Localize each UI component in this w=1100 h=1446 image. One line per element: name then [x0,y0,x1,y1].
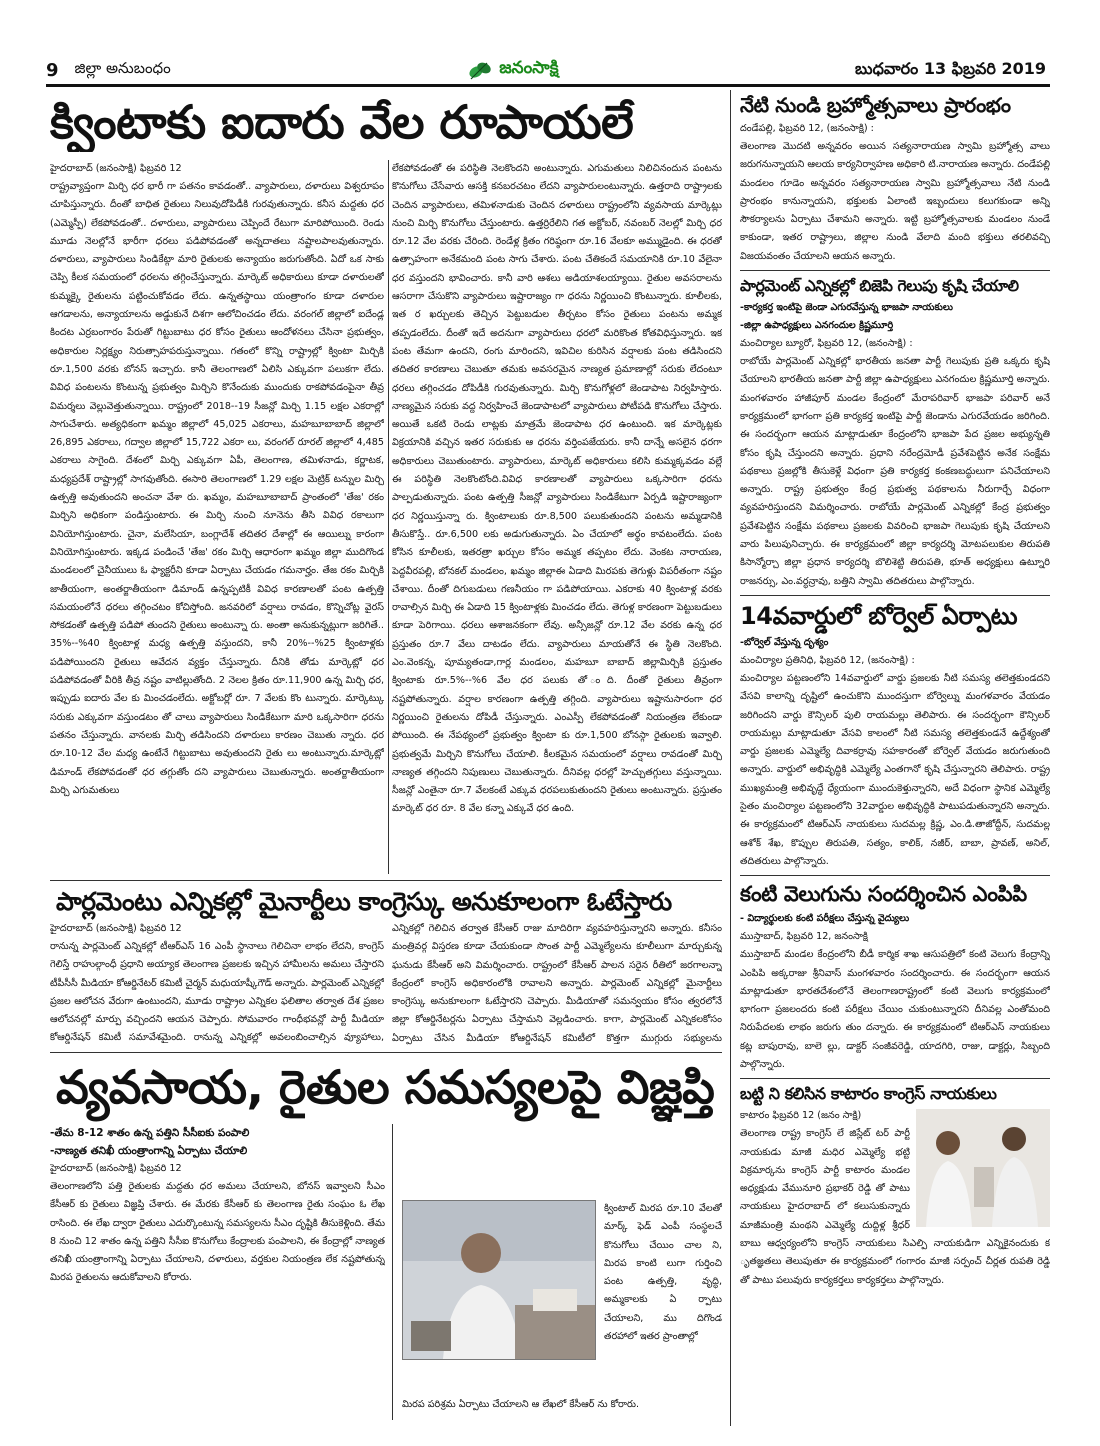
story7-body: ముస్తాబాద్ మండల కేంద్రంలోని బీడీ కార్మిక శాఖ ఆసుపత్రిలో కంటి వెలుగు కేంద్రాన్ని ఎంపిపి అక్కరాజు శ్రీనివాస్ మంగళవారం సందర్శించారు. ఈ సందర్భంగా ఆయన మాట్లాడుతూ భారతదేశంలోనే తెలంగాణరాష్ట్రంలో కంటి వెలుగు కార్యక్రమంలో భాగంగా ప్రజలందరు కంటి పరీక్షలు చేయిం చుకుంటున్నారని దీనివల్ల ఎంతోమంది నిరుపేదలకు లాభం జరుగు తుం దన్నారు. ఈ కార్యక్రమంలో టిఆర్ఎస్ నాయకులు కట్ల బాపురావు, బాలె ల్లు, డాక్టర్ సంజీవరెడ్డి, యాదగిరి, రాజు, డాక్టర్లు, సిబ్బంది పాల్గొన్నారు. [740,949,1050,1070]
right-column-divider [730,90,731,1426]
story4-body: తెలంగాణ మొదటి అన్నవరం అయిన సత్యనారాయణ స్వామి బ్రహ్మోత్స వాలు జరుగనున్నాయని ఆలయ కార్యనిర్వాహణ అధికారి టి.నారాయణ అన్నారు. దండేపల్లి మండలం గూడెం అన్నవరం సత్యనారాయణ స్వామి బ్రహ్మోత్సవాలు నేటి నుండి ప్రారంభం కానున్నాయని, భక్తులకు ఏలాంటి ఇబ్బందులు కలుగకుండా అన్ని సౌకర్యాలను ఏర్పాటు చేశామని అన్నారు. ఇట్టి బ్రహ్మోత్సవాలకు మండలం నుండే కాకుండా, ఇతర రాష్ట్రాలు, జిల్లాల నుండి వేలాది మంది భక్తులు తరలివచ్చి విజయవంతం చేయాలని ఆయన అన్నారు. [740,141,1050,262]
story1-body-1: రాష్ట్రవ్యాప్తంగా మిర్చి ధర భారీ గా పతనం కావడంతో.. వ్యాపారులు, దళారులు విశ్వరూపం చూపిస్తున్నారు. దీంతో బాధిత రైతులు నిలువుదోపిడీకి గురవుతున్నారు. కనీస మద్దతు ధర (ఎమ్మెస్పీ) లేకపోవడంతో.. దళారులు, వ్యాపారులు చెప్పిందే రేటుగా మారిపోయింది. రెండు మూడు నెలల్లోనే భారీగా ధరలు పడిపోవడంతో అన్నదాతలు నష్టాలపాలవుతున్నారు. దళారులు, వ్యాపారులు సిండికేట్గా మారి రైతులకు అన్యాయం జరుగుతోంది. ఏదో ఒక సాకు చెప్పి కీలక సమయంలో ధరలను తగ్గించేస్తున్నారు. మార్కెట్ అధికారులు కూడా దళారులతో కుమ్మక్కై రైతులను పట్టించుకోవడం లేదు. ఉన్నతస్థాయి యంత్రాంగం కూడా దళారుల ఆగడాలను, అన్యాయాలను అడ్డుకునే దిశగా ఆలోచించడం లేదు. వరంగల్ జిల్లాలో ఐదేండ్ల కిందట ఎర్రబంగారం పేరుతో గిట్టుబాటు ధర కోసం రైతులు ఆందోళనలు చేసినా ప్రభుత్వం, అధికారుల నిర్లక్ష్యం నిరుత్సాహపరుస్తున్నాయి. గతంలో కొన్ని రాష్ట్రాల్లో క్వింటా మిర్చికి రూ.1,500 వరకు బోనస్ ఇచ్చారు. కానీ తెలంగాణలో ఏలిసి ఎక్కువగా పలుకగా లేదు. వివిధ పంటలను కొంటున్న ప్రభుత్వం మిర్చిని కొనేందుకు ముందుకు రాకపోవడంపైనా తీవ్ర విమర్శలు వెల్లువెత్తుతున్నాయి. రాష్ట్రంలో 2018--19 సీజన్లో మిర్చి 1.15 లక్షల ఎకరాల్లో సాగుచేశారు. అత్యధికంగా ఖమ్మం జిల్లాలో 45,025 ఎకరాలు, మహబూబాబాద్ జిల్లాలో 26,895 ఎకరాలు, గద్వాల జిల్లాలో 15,722 ఎకరా లు, వరంగల్ రూరల్ జిల్లాలో 4,485 ఎకరాలు సాగైంది. దేశంలో మిర్చి ఎక్కువగా ఏపీ, తెలంగాణ, తమిళనాడు, కర్ణాటక, మధ్యప్రదేశ్ రాష్ట్రాల్లో సాగవుతోంది. ఈసారి తెలంగాణలో 1.29 లక్షల మెట్రిక్ టన్నుల మిర్చి ఉత్పత్తి అవుతుందని అంచనా వేశా రు. ఖమ్మం, మహబూబాబాద్ ప్రాంతంలో 'తేజ' రకం మిర్చిని అధికంగా పండిస్తుంటారు. ఈ మిర్చి నుంచి నూనెను తీసి వివిధ రకాలుగా వినియోగిస్తుంటారు. చైనా, మలేసియా, బంగ్లాదేశ్ తదితర దేశాల్లో ఈ ఆయిల్ను కారంగా వినియోగిస్తుంటారు. ఇక్కడ పండించే 'తేజ' రకం మిర్చి ఆధారంగా ఖమ్మం జిల్లా ముదిగొండ మండలంలో చైనీయులు ఓ ఫ్యాక్టరీని కూడా ఏర్పాటు చేయడం గమనార్హం. తేజ రకం మిర్చికి జాతీయంగా, అంతర్జాతీయంగా డిమాండ్ ఉన్నప్పటికీ వివిధ కారణాలతో పంట ఉత్పత్తి సమయంలోనే ధరలు తగ్గించటం కోచిస్తోంది. జనవరిలో వర్షాలు రావడం, కొన్నిచోట్ల వైరస్ సోకడంతో ఉత్పత్తి పడిపో తుందని రైతులు అంటున్నా రు. అంతా అనుకున్నట్లుగా జరిగితే.. 35%--%40 క్వింటాళ్ల మధ్య ఉత్పత్తి వస్తుందని, కానీ 20%--%25 క్వింటాళ్లకు పడిపోయిందని రైతులు ఆవేదన వ్యక్తం చేస్తున్నారు. దీనికి తోడు మార్కెట్లో ధర పడిపోవడంతో వీరికి తీవ్ర నష్టం వాటిల్లుతోంది. 2 నెలల క్రితం రూ.11,900 ఉన్న మిర్చి ధర, ఇప్పుడు ఐదారు వేల కు మించడంలేదు. అక్టోబర్లో రూ. 7 వేలకు కొం టున్నారు. మార్కెట్కు సరుకు ఎక్కువగా వస్తుండటం తో చాలు వ్యాపారులు సిండికేటుగా మారి ఒక్కసారిగా ధరను పతనం చేస్తున్నారు. వానలకు మిర్చి తడిసిందని దళారులు కారణం చెబుతు న్నారు. ధర రూ.10-12 వేల మధ్య ఉంటేనే గిట్టుబాటు అవుతుందని రైతు లు అంటున్నారు.మార్కెట్లో డిమాండ్ లేకపోవడంతో ధర తగ్గుతోం దని వ్యాపారులు చెబుతున్నారు. అంతర్జాతీయంగా మిర్చి ఎగుమతులు [50,181,384,796]
story5-headline: పార్లమెంట్ ఎన్నికల్లో బిజెపి గెలుపు కృషి చేయాలి [740,277,1019,296]
story1-dateline: హైదరాబాద్ (జనంసాక్షి) ఫిబ్రవరి 12 [50,163,182,174]
story3-body-1: తెలంగాణలోని పత్తి రైతులకు మద్దతు ధర అమలు చేయాలని, బోనస్ ఇవ్వాలని సీఎం కేసీఆర్ కు రైతులు విజ్ఞప్తి చేశారు. ఈ మేరకు కేసీఆర్ కు తెలంగాణ రైతు సంఘం ఓ లేఖ రాసింది. ఈ లేఖ ద్వారా రైతులు ఎదుర్కొంటున్న సమస్యలను సీఎం దృష్టికి తీసుకెళ్లింది. తేమ 8 నుంచి 12 శాతం ఉన్న పత్తిని సీసీఐ కొనుగోలు కేంద్రాలకు పంపాలని, ఈ కేంద్రాల్లో నాణ్యత తనిఖీ యంత్రాంగాన్ని ఏర్పాటు చేయాలని, దళారులు, వర్తకుల నియంత్రణ లేక నష్టపోతున్న మిరప రైతులను ఆదుకోవాలని కోరారు. [50,1181,385,1284]
right-column [740,90,1050,1426]
story7-subhead-1: - విద్యార్థులకు కంటి పరీక్షలు చేస్తున్న వైద్యులు [740,913,910,925]
story5 [740,270,1050,591]
story3-headline: వ్యవసాయ, రైతుల సమస్యలపై విజ్ఞప్తి [56,1060,715,1114]
newspaper-logo [467,58,558,82]
masthead-left [46,59,171,81]
column-divider [388,160,389,874]
page-number: 9 [46,59,59,81]
story5-body: రాబోయే పార్లమెంట్ ఎన్నికల్లో భారతీయ జనతా పార్టీ గెలుపుకు ప్రతి ఒక్కరు కృషి చేయాలని భారతీయ జనతా పార్టీ జిల్లా ఉపాధ్యక్షులు ఎనగందుల క్రిష్ణమూర్తి అన్నారు. మంగళవారం హాజీపూర్ మండల కేంద్రంలో మేరాపరివార్ భాజపా పరివార్ అనే కార్యక్రమంలో భాగంగా ప్రతి కార్యకర్త ఇంటిపై పార్టీ జెండాను ఎగురవేయడం జరిగింది. ఈ సందర్భంగా ఆయన మాట్లాడుతూ కేంద్రంలోని భాజపా పేద ప్రజల అభ్యున్నతి కోసం కృషి చేస్తుందని అన్నారు. ప్రధాని నరేంద్రమోడీ ప్రవేశపెట్టిన అనేక సంక్షేమ పథకాలు ప్రజల్లోకి తీసుకెళ్లే విధంగా ప్రతి కార్యకర్త కంకణబద్ధులుగా పనిచేయాలని అన్నారు. రాష్ట్ర ప్రభుత్వం కేంద్ర ప్రభుత్వ పథకాలను నీరుగార్చే విధంగా వ్యవహరిస్తుందని విమర్శించారు. రాబోయే పార్లమెంట్ ఎన్నికల్లో కేంద్ర ప్రభుత్వం ప్రవేశపెట్టిన సంక్షేమ పథకాలు ప్రజలకు వివరించి భాజపా గెలుపుకు కృషి చేయాలని వారు పిలుపునిచ్చారు. ఈ కార్యక్రమంలో జిల్లా కార్యదర్శి మోటపలుకుల తిరుపతి కిసాన్మోర్చా జిల్లా ప్రధాన కార్యదర్శి బొలిశెట్టి తిరుపతి, భూత్ అధ్యక్షులు ఉట్నూరి రాజనర్సు, ఎం.వర్ధన్రావు, బత్తిని స్వామి తదితరులు పాల్గొన్నారు. [740,356,1050,587]
masthead-rule [46,84,1050,87]
story6-headline: 14వవార్డులో బోర్వెల్ ఏర్పాటు [740,601,1018,630]
story6-subhead-1: -బోర్వెల్ వేస్తున్న దృశ్యం [740,636,829,648]
story8-body: తెలంగాణ రాష్ట్ర కాంగ్రెస్ లే జిస్లేట్ టర్ పార్టీ నాయకుడు మాజీ మధిర ఎమ్మెల్యే భట్టి విక్రమార్కను కాంగ్రెస్ పార్టీ కాటారం మండల అధ్యక్షుడు వేమునూరి ప్రభాకర్ రెడ్డి తో పాటు నాయకులు హైదరాబాద్ లో కలుసుకున్నారు మాజీమంత్రి మంథని ఎమ్మెల్యే దుద్దిళ్ల శ్రీధర్ బాబు ఆధ్వర్యంలోని కాంగ్రెస్ నాయకులు సిఎల్పి నాయకుడిగా ఎన్నికైనందుకు క ృతజ్ఞతలు తెలుపుతూ ఈ కార్యక్రమంలో గంగారం మాజీ సర్పంచ్ చీర్లత రుపతి రెడ్డి తో పాటు పలువురు కార్యకర్తలు కార్యకర్తలు పాల్గొన్నారు. [740,1128,1050,1286]
story1-column-1 [50,160,384,878]
column-divider [392,1124,393,1420]
story3-column-3 [402,1396,722,1420]
story3-subhead-2: -నాణ్యత తనిఖీ యంత్రాంగాన్ని ఏర్పాటు చేయాలి [50,1145,248,1157]
story3-column-1 [50,1124,385,1386]
story1-headline: క్వింటాకు ఐదారు వేల రూపాయలే [50,95,634,149]
story8 [740,1078,1050,1290]
story2-body-1: రానున్న పార్లమెంట్ ఎన్నికల్లో టీఆర్ఎస్ 16 ఎంపీ స్థానాలు గెలిచినా లాభం లేదని, కాంగ్రెస్ గెలిస్తే రాహుల్గాంధీ ప్రధాని అయ్యాక తెలంగాణ ప్రజలకు ఇచ్చిన హామీలను అమలు చేస్తారని టీపీసీసీ మీడియా కోఆర్డినేటర్ కమిటీ చైర్మన్ మధుయాష్కీగౌడ్ అన్నారు. పార్లమెంట్ ఎన్నికల్లో ప్రజల ఆలోచన వేరుగా ఉంటుందని, మూడు రాష్ట్రాల ఎన్నికల ఫలితాల తర్వాత దేశ ప్రజల ఆలోచనల్లో మార్పు వచ్చిందని ఆయన చెప్పారు. సోమవారం గాంధీభవన్లో పార్టీ మీడియా కోఆర్డినేషన్ కమిటీ సమావేశమైంది. రానున్న ఎన్నికల్లో అవలంబించాల్సిన వ్యూహాలు, [50,941,384,1044]
story5-dateline: మంచిర్యాల బ్యూరో, ఫిబ్రవరి 12, (జనంసాక్షి) : [740,338,913,350]
story4 [740,90,1050,266]
story7-headline: కంటి వెలుగును సందర్శించిన ఎంపిపి [740,882,1027,907]
story3-dateline: హైదరాబాద్ (జనంసాక్షి) ఫిబ్రవరి 12 [50,1163,182,1174]
story2-dateline: హైదరాబాద్ (జనంసాక్షి) ఫిబ్రవరి 12 [50,923,182,934]
story2-column-2 [392,920,722,1050]
story5-subhead-2: -జిల్లా ఉపాధ్యక్షులు ఎనగందుల క్రిష్ణమూర్తి [740,320,894,332]
story5-subhead-1: -కార్యకర్త ఇంటిపై జెండా ఎగురవేస్తున్న భాజపా నాయకులు [740,302,953,314]
story1-column-2 [392,160,722,878]
story2-column-1 [50,920,384,1050]
story6 [740,595,1050,871]
story2-body-2: ఎన్నికల్లో గెలిచిన తర్వాత కేసీఆర్ రాజు మాదిరిగా వ్యవహరిస్తున్నారని అన్నారు. కనీసం మంత్రివర్గ విస్తరణ కూడా చేయకుండా సొంత పార్టీ ఎమ్మెల్యేలను కూలీలుగా మార్చుకున్న ఘనుడు కేసీఆర్ అని విమర్శించారు. రాష్ట్రంలో కేసీఆర్ పాలన సరైన రీతిలో జరగాలన్నా కేంద్రంలో కాంగ్రెస్ అధికారంలోకి రావాలని అన్నారు. పార్లమెంట్ ఎన్నికల్లో మైనార్టీలు కాంగ్రెస్కు అనుకూలంగా ఓటేస్తారని చెప్పారు. మీడియాతో సమన్వయం కోసం త్వరలోనే జిల్లా కోఆర్డినేటర్లను ఏర్పాటు చేస్తామని వెల్లడించారు. కాగా, పార్లమెంట్ ఎన్నికలకోసం ఏర్పాటు చేసిన మీడియా కోఆర్డినేషన్ కమిటీలో కొత్తగా ముగ్గురు సభ్యులను [392,923,722,1044]
story6-body: మంచిర్యాల పట్టణంలోని 14వవార్డులో వార్డు ప్రజలకు నీటి సమస్య తలెత్తకుండదని వేసవి కాలాన్ని దృష్టిలో ఉంచుకొని ముందస్తుగా బోర్వెల్ను మంగళవారం వేయడం జరిగిందని వార్డు కౌన్సిలర్ పులి రాయమల్లు తెలిపారు. ఈ సందర్భంగా కౌన్సిలర్ రాయమల్లు మాట్లాడుతూ వేసవి కాలంలో నీటి సమస్య తలెత్తకుండనే ఉద్దేశ్యంతో వార్డు ప్రజలకు ఎమ్మెల్యే దివాకర్రావు సహకారంతో బోర్వెల్ వేయడం జరుగుతుంది అన్నారు. వార్డులో అభివృద్ధికి ఎమ్మెల్యే ఎంతగానో కృషి చేస్తున్నారని తెలిపారు. రాష్ట్ర ముఖ్యమంత్రి అభివృద్ధే ధ్యేయంగా ముందుకెళ్తున్నారని, అదే విధంగా స్థానిక ఎమ్మెల్యే సైతం మంచిర్యాల పట్టణంలోని 32వార్డుల అభివృద్ధికి పాటుపడుతున్నారని అన్నారు. ఈ కార్యక్రమంలో టిఆర్ఎస్ నాయకులు సుదమల్ల క్రిష్ణ, ఎం.డి.తాజోద్దీన్, సుదమల్ల ఆశోక్ శేఖ, కొప్పుల తిరుపతి, సత్యం, కాలిక్, నజీర్, బాబా, ప్రావణ్, అనిల్, తదితరులు పాల్గొన్నారు. [740,672,1050,867]
story3-column-2 [604,1200,722,1390]
story7 [740,875,1050,1074]
story6-dateline: మంచిర్యాల ప్రతినిధి, ఫిబ్రవరి 12, (జనంసాక్షి) : [740,654,915,666]
group-photo-icon [916,1109,1050,1227]
story2-headline: పార్లమెంటు ఎన్నికల్లో మైనార్టీలు కాంగ్రెస్కు అనుకూలంగా ఓటేస్తారు [56,887,672,916]
issue-date: బుధవారం 13 ఫిబ్రవరి 2019 [855,58,1046,78]
story8-headline: బట్టి ని కలిసిన కాటారం కాంగ్రెస్ నాయకులు [740,1084,997,1104]
story-divider [50,880,722,881]
logo-text: జనంసాక్షి [499,58,559,78]
story8-dateline: కాటారం ఫిబ్రవరి 12 (జనం సాక్షి) [740,1110,862,1122]
story3-subhead-1: -తేమ 8-12 శాతం ఉన్న పత్తిని సీసీఐకు పంపాలి [50,1127,250,1139]
section-name: జిల్లా అనుబంధం [74,59,171,77]
masthead [46,56,1046,84]
story1-body-2: లేకపోవడంతో ఈ పరిస్థితి నెలకొందని అంటున్నారు. ఎగుమతులు నిలిచినందున పంటను కొనుగోలు చేసేవారు ఆసక్తి కనబరచటం లేదని వ్యాపారులంటున్నారు. ఉత్తరాది రాష్ట్రాలకు చెందిన వ్యాపారులు, తమిళనాడుకు చెందిన దళారులు రాష్ట్రంలోని వ్యవసాయ మార్కెట్లు నుంచి మిర్చి కొనుగోలు చేస్తుంటారు. ఉత్తర్రిరేలిని గత అక్టోబర్, నవంబర్ నెలల్లో మిర్చి ధర రూ.12 వేల వరకు చేరింది. రెండేళ్ల క్రితం గరిష్ఠంగా రూ.16 వేలకూ అమ్ముడైంది. ఈ ధరతో ఉత్సాహంగా అనేకమంది పంట సాగు చేశారు. పంట చేతికందే సమయానికి రూ.10 వేలైనా ధర వస్తుందని భావించారు. కానీ వారి ఆశలు అడియాశలయ్యాయి. రైతుల అవసరాలను ఆసరాగా చేసుకొని వ్యాపారులు ఇష్టారాజ్యం గా ధరను నిర్ణయించి కొంటున్నారు. కూలీలకు, ఇత ర ఖర్చులకు తెచ్చిన పెట్టుబడుల తీర్చటం కోసం రైతులు పంటను అమ్మక తప్పడంలేదు. దీంతో ఇదే అదనుగా వ్యాపారులు ధరలో మరికొంత కోతవిధిస్తున్నారు. ఇక పంట తేమగా ఉందని, రంగు మారిందని, ఇవిచిల కురిసిన వర్షాలకు పంట తడిసిందని తదితర కారణాలు చెబుతూ తమకు అవసరమైన నాణ్యత ప్రమాణాల్లో సరుకు లేదంటూ ధరలు తగ్గించడం దోపిడీకి గురవుతున్నారు. మిర్చి కొనుగోళ్లలో జెండాపాట నిర్వహిస్తారు. నాణ్యమైన సరుకు వద్ద నిర్వహించే జెండాపాటలో వ్యాపారులు పోటీపడి కొనుగోలు చేస్తారు. అయితే ఒకటి రెండు లాట్లకు మాత్రమే జెండాపాట ధర ఉంటుంది. ఇక మార్కెట్లకు విక్రయానికి వచ్చిన ఇతర సరుకుకు ఆ ధరను వర్తింపజేయరు. కానీ దాన్నే అసలైన ధరగా అధికారులు చెబుతుంటారు. వ్యాపారులు, మార్కెట్ అధికారులు కలిసి కుమ్మక్కవడం వల్లే ఈ పరిస్థితి నెలకొంటోంది.వివిధ కారణాలతో వ్యాపారులు ఒక్కసారిగా ధరను పాల్పడుతున్నారు. పంట ఉత్పత్తి సీజన్లో వ్యాపారులు సిండికేటుగా ఏర్పడి ఇష్టారాజ్యంగా ధర నిర్ణయిస్తున్నా రు. క్వింటాలుకు రూ.8,500 పలుకుతుందని పంటను అమ్మడానికి తీసుకొస్తే.. రూ.6,500 లకు అడుగుతున్నారు. ఏం చేయాలో అర్థం కావటంలేదు. పంట కోసిన కూలీలకు, ఇతరత్రా ఖర్చుల కోసం అమ్మక తప్పటం లేదు. వెంకట నారాయణ, పెద్దవీరపల్లి, బోనకల్ మండలం, ఖమ్మం జిల్లాఈ ఏడాది మిరపకు తెగుళ్లు విపరీతంగా నష్టం చేశాయి. దీంతో దిగుబడులు గణనీయం గా పడిపోయాయి. ఎకరాకు 40 క్వింటాళ్ల వరకు రావాల్సిన మిర్చి ఈ ఏడాది 15 క్వింటాళ్లకు మించడం లేదు. తెగుళ్ల కారణంగా పెట్టుబడులు కూడా పెరిగాయి. ధరలు ఆశాజనకంగా లేవు. అన్సీజన్లో రూ.12 వేల వరకు ఉన్న ధర ప్రస్తుతం రూ.7 వేలు దాటడం లేదు. వ్యాపారులు మాయతోనే ఈ స్థితి నెలకొంది. ఎం.వెంకన్న, పూమ్యతండా,గార్ల మండలం, మహబూ బాబాద్ జిల్లామిర్చికి ప్రస్తుతం క్వింటాకు రూ.5%--%6 వేల ధర పలుకు తో ంది. దీంతో రైతులు తీవ్రంగా నష్టపోతున్నారు. వర్షాల కారణంగా ఉత్పత్తి తగ్గింది. వ్యాపారులు ఇష్టానుసారంగా ధర నిర్ణయించి రైతులను దోపిడీ చేస్తున్నారు. ఎంఎస్పీ లేకపోవడంతో నియంత్రణ లేకుండా పోయింది. ఈ నేపథ్యంలో ప్రభుత్వం క్వింటా కు రూ.1,500 బోనస్గా రైతులకు ఇవ్వాలి. ప్రభుత్వమే మిర్చిని కొనుగోలు చేయాలి. కీలకమైన సమయంలో వర్షాలు రావడంతో మిర్చి నాణ్యత తగ్గిందని నిపుణులు చెబుతున్నారు. దీనివల్ల ధరల్లో హెచ్చుతగ్గులు వస్తున్నాయి. సీజన్లో ఎంతైనా రూ.7 వేలకంటే ఎక్కువ ధరపలుకుతుందని రైతులు అంటున్నారు. ప్రస్తుతం మార్కెట్ ధర రూ. 8 వేల కన్నా ఎక్కువే ధర ఉంది. [392,163,722,815]
leaf-logo-icon [467,59,493,81]
story3-photo [402,1200,596,1360]
person-photo-icon [403,1201,595,1359]
story3-body-3: మిరప పరిశ్రమ ఏర్పాటు చేయాలని ఆ లేఖలో కేసీఆర్ ను కోరారు. [402,1399,640,1410]
story4-headline: నేటి నుండి బ్రహ్మోత్సవాలు ప్రారంభం [740,93,1011,117]
story3-body-2: క్వింటాల్ మిరప రూ.10 వేలతో మార్క్ ఫెడ్ ఎంపీ సంస్థలచే కొనుగోలు చేయిం చాల ని, మిరప కాంటి లుగా గుర్తించి పంట ఉత్పత్తి, వృద్ధి, అమ్మకాలకు ఏ ర్పాటు చేయాలని, ము దిగొండ తరహాలో ఇతర ప్రాంతాల్లో [604,1203,722,1343]
story8-photo [916,1109,1050,1227]
story7-dateline: ముస్తాబాద్, ఫిబ్రవరి 12, జనంసాక్షి [740,931,868,943]
story4-dateline: దండేపల్లి, ఫిబ్రవరి 12, (జనంసాక్షి) : [740,123,874,134]
